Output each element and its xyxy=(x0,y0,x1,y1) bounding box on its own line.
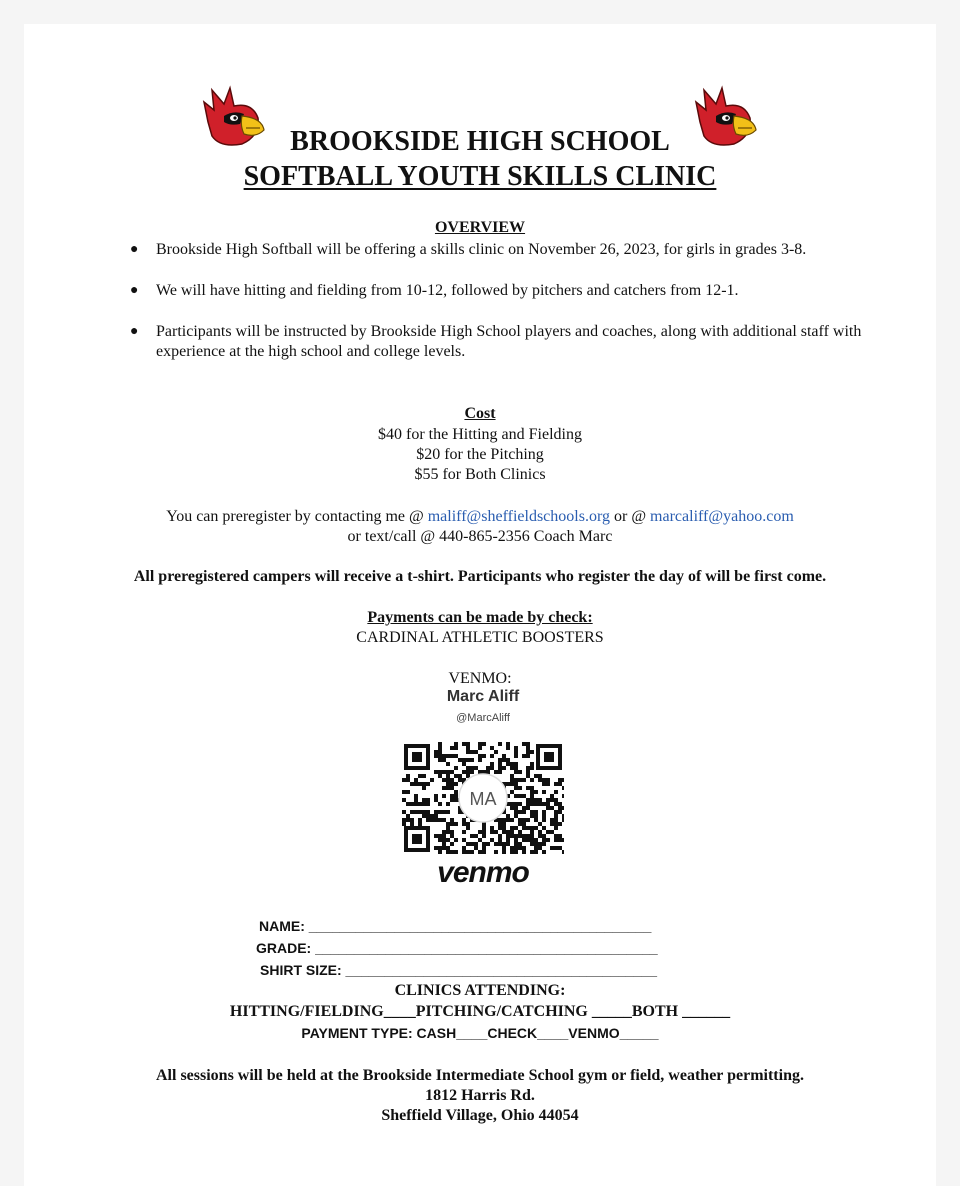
bullet-icon: ● xyxy=(130,242,139,257)
list-item: ● Brookside High Softball will be offering a skills clinic on November 26, 2023, for girls in grades 3-8. xyxy=(130,241,807,258)
payee-name: CARDINAL ATHLETIC BOOSTERS xyxy=(356,629,604,646)
bullet-icon: ● xyxy=(130,283,139,298)
clinic-title: SOFTBALL YOUTH SKILLS CLINIC xyxy=(243,161,717,192)
clinics-options[interactable]: HITTING/FIELDING____PITCHING/CATCHING _____BOTH ______ xyxy=(229,1003,731,1020)
cost-item: $40 for the Hitting and Fielding xyxy=(378,426,582,443)
overview-heading: OVERVIEW xyxy=(434,219,526,236)
qr-initials: MA xyxy=(469,789,497,809)
list-item: ● Participants will be instructed by Brookside High School players and coaches, along with additional staff with experience at the high school and college levels. xyxy=(130,323,862,360)
preregister-line xyxy=(0,508,960,526)
payment-type-field[interactable]: PAYMENT TYPE: CASH____CHECK____VENMO_____ xyxy=(301,1025,659,1041)
overview-list xyxy=(130,240,890,383)
grade-field[interactable]: GRADE: ____________________________________________ xyxy=(256,940,658,956)
cost-heading: Cost xyxy=(464,405,496,422)
location-note: All sessions will be held at the Brookside Intermediate School gym or field, weather permitting. xyxy=(156,1067,804,1084)
shirt-size-field[interactable]: SHIRT SIZE: ________________________________________ xyxy=(260,962,658,978)
venmo-handle: @MarcAliff xyxy=(456,712,510,724)
school-title: BROOKSIDE HIGH SCHOOL xyxy=(290,126,670,157)
venmo-name: Marc Aliff xyxy=(446,688,520,705)
bullet-icon: ● xyxy=(130,324,139,339)
preregister-or: or @ xyxy=(609,508,651,525)
venmo-logo: venmo xyxy=(437,856,529,889)
email-link-yahoo[interactable]: marcaliff@yahoo.com xyxy=(650,508,794,525)
qr-code-icon xyxy=(402,742,564,854)
list-item: ● We will have hitting and fielding from 10-12, followed by pitchers and catchers from 12-1. xyxy=(130,282,739,299)
cost-item: $55 for Both Clinics xyxy=(414,466,546,483)
tshirt-note: All preregistered campers will receive a t-shirt. Participants who register the day of will be first come. xyxy=(133,568,827,585)
preregister-text: You can preregister by contacting me @ xyxy=(166,508,428,525)
phone-line: or text/call @ 440-865-2356 Coach Marc xyxy=(347,528,613,545)
address-street: 1812 Harris Rd. xyxy=(425,1087,535,1104)
venmo-qr-card xyxy=(368,688,598,893)
payment-heading: Payments can be made by check: xyxy=(367,609,593,626)
address-city: Sheffield Village, Ohio 44054 xyxy=(381,1107,579,1124)
cost-item: $20 for the Pitching xyxy=(416,446,544,463)
email-link-school[interactable]: maliff@sheffieldschools.org xyxy=(427,508,610,525)
name-field[interactable]: NAME: ____________________________________________ xyxy=(259,918,652,934)
clinics-heading: CLINICS ATTENDING: xyxy=(394,982,566,999)
venmo-label: VENMO: xyxy=(448,670,512,687)
